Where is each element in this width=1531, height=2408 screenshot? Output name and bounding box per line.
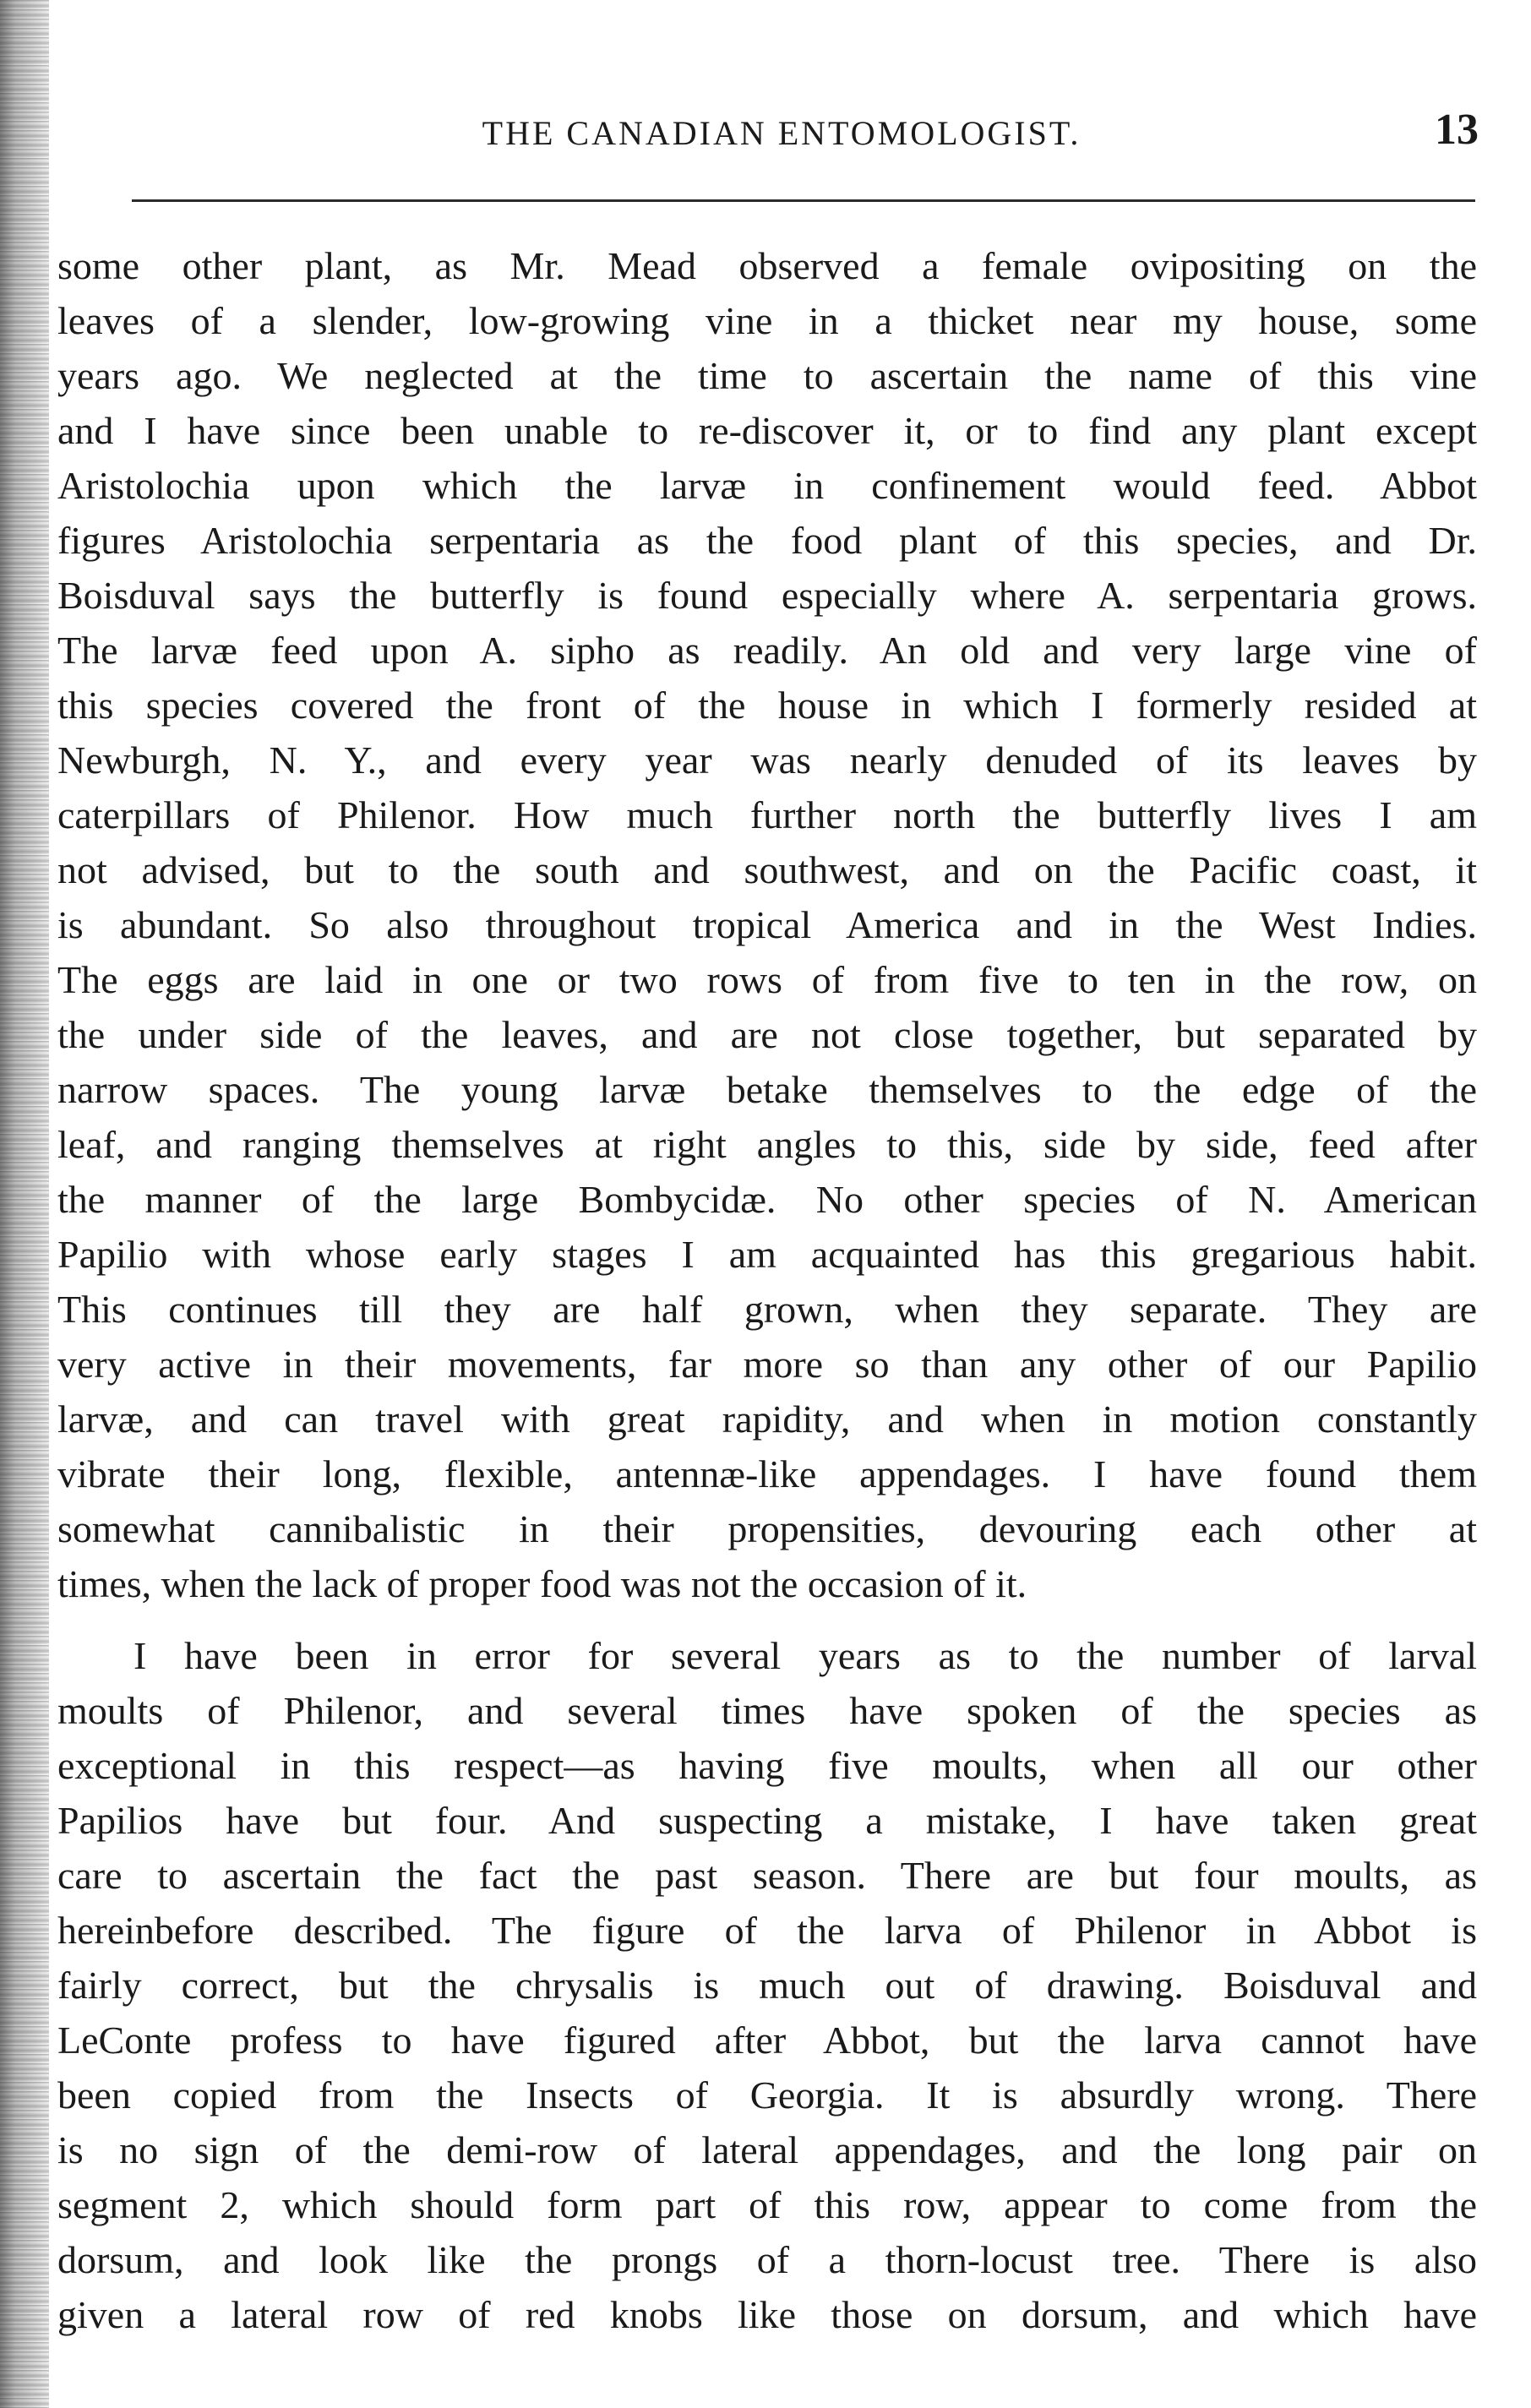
- text-line: Papilios have but four. And suspecting a mistake, I have taken great: [57, 1799, 1477, 1842]
- text-line: this species covered the front of the house in which I formerly resided at: [57, 684, 1477, 727]
- paragraph: [57, 238, 1477, 1611]
- text-line: The eggs are laid in one or two rows of from five to ten in the row, on: [57, 958, 1477, 1001]
- text-line: leaves of a slender, low-growing vine in a thicket near my house, some: [57, 299, 1477, 342]
- text-line: Newburgh, N. Y., and every year was nearly denuded of its leaves by: [57, 738, 1477, 782]
- text-line: Aristolochia upon which the larvæ in confinement would feed. Abbot: [57, 464, 1477, 507]
- text-line: dorsum, and look like the prongs of a thorn-locust tree. There is also: [57, 2238, 1477, 2281]
- text-line: times, when the lack of proper food was not the occasion of it.: [57, 1562, 1027, 1605]
- paragraph-gap: [57, 1611, 1477, 1628]
- text-line: segment 2, which should form part of this row, appear to come from the: [57, 2183, 1477, 2226]
- text-line: very active in their movements, far more so than any other of our Papilio: [57, 1343, 1477, 1386]
- text-line: been copied from the Insects of Georgia. It is absurdly wrong. There: [57, 2073, 1477, 2117]
- text-line: larvæ, and can travel with great rapidity, and when in motion constantly: [57, 1397, 1477, 1441]
- text-line: Papilio with whose early stages I am acquainted has this gregarious habit.: [57, 1233, 1477, 1276]
- text-line: The larvæ feed upon A. sipho as readily. An old and very large vine of: [57, 629, 1477, 672]
- text-line: vibrate their long, flexible, antennæ-like appendages. I have found them: [57, 1452, 1477, 1495]
- text-line: given a lateral row of red knobs like those on dorsum, and which have: [57, 2293, 1477, 2336]
- text-line: exceptional in this respect—as having five moults, when all our other: [57, 1744, 1477, 1787]
- text-line: not advised, but to the south and southwest, and on the Pacific coast, it: [57, 848, 1477, 891]
- text-line: fairly correct, but the chrysalis is much out of drawing. Boisduval and: [57, 1964, 1477, 2007]
- text-line: figures Aristolochia serpentaria as the food plant of this species, and Dr.: [57, 519, 1477, 562]
- text-line: leaf, and ranging themselves at right angles to this, side by side, feed after: [57, 1123, 1477, 1166]
- text-line: somewhat cannibalistic in their propensities, devouring each other at: [57, 1507, 1477, 1550]
- page-number: 13: [1435, 106, 1479, 154]
- paragraph: [57, 1628, 1477, 2342]
- scan-binding-edge: [0, 0, 49, 2408]
- text-line: This continues till they are half grown, when they separate. They are: [57, 1288, 1477, 1331]
- text-line: I have been in error for several years as to the number of larval: [133, 1634, 1477, 1677]
- text-line: hereinbefore described. The figure of the larva of Philenor in Abbot is: [57, 1909, 1477, 1952]
- text-line: the under side of the leaves, and are not close together, but separated by: [57, 1013, 1477, 1056]
- text-line: caterpillars of Philenor. How much further north the butterfly lives I am: [57, 793, 1477, 836]
- text-line: and I have since been unable to re-discover it, or to find any plant except: [57, 409, 1477, 452]
- text-line: some other plant, as Mr. Mead observed a female ovipositing on the: [57, 244, 1477, 287]
- header-rule: [132, 199, 1475, 202]
- running-header: [84, 101, 1479, 169]
- text-line: moults of Philenor, and several times have spoken of the species as: [57, 1689, 1477, 1732]
- text-line: years ago. We neglected at the time to ascertain the name of this vine: [57, 354, 1477, 397]
- text-line: Boisduval says the butterfly is found especially where A. serpentaria grows.: [57, 574, 1477, 617]
- journal-title: THE CANADIAN ENTOMOLOGIST.: [482, 114, 1082, 152]
- text-line: is no sign of the demi-row of lateral appendages, and the long pair on: [57, 2128, 1477, 2171]
- text-line: LeConte profess to have figured after Abbot, but the larva cannot have: [57, 2018, 1477, 2062]
- text-line: care to ascertain the fact the past season. There are but four moults, as: [57, 1854, 1477, 1897]
- article-body: [57, 238, 1477, 2342]
- text-line: is abundant. So also throughout tropical America and in the West Indies.: [57, 903, 1477, 946]
- text-line: narrow spaces. The young larvæ betake themselves to the edge of the: [57, 1068, 1477, 1111]
- text-line: the manner of the large Bombycidæ. No other species of N. American: [57, 1178, 1477, 1221]
